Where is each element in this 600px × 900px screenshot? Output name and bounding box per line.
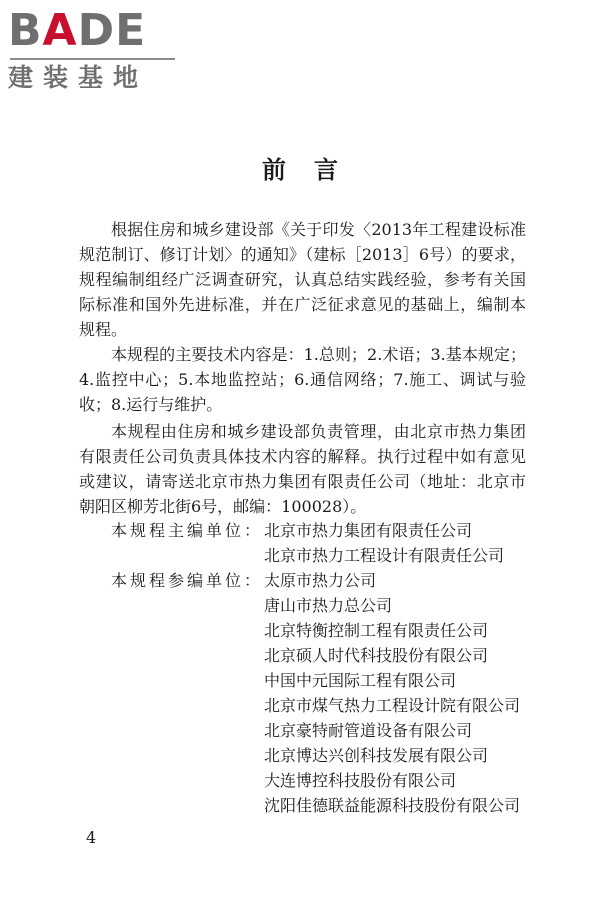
- page-title: 前言: [262, 155, 366, 184]
- list-item: 唐山市热力总公司: [264, 596, 393, 615]
- chief-units-list: [264, 518, 539, 568]
- logo-letters-prefix: B: [8, 5, 43, 56]
- list-item: 太原市热力公司: [264, 571, 377, 590]
- preface-paragraph-1: 根据住房和城乡建设部《关于印发〈2013年工程建设标准规范制订、修订计划〉的通知》（建标［2013］6号）的要求，规程编制组经广泛调查研究，认真总结实践经验，参考有关国际标准和国外先进标准，并在广泛征求意见的基础上，编制本规程。: [79, 220, 526, 339]
- chief-units-row: [79, 518, 539, 568]
- participating-units-list: [264, 568, 539, 818]
- logo-wordmark: [8, 6, 146, 56]
- chief-units-label: 本规程主编单位：: [111, 521, 264, 540]
- preface-paragraph-3: 本规程由住房和城乡建设部负责管理，由北京市热力集团有限责任公司负责具体技术内容的解释。执行过程中如有意见或建议，请寄送北京市热力集团有限责任公司（地址：北京市朝阳区柳芳北街6号，邮编：100028）。: [79, 422, 526, 516]
- list-item: 沈阳佳德联益能源科技股份有限公司: [264, 796, 521, 815]
- preface-paragraph-2: 本规程的主要技术内容是：1.总则；2.术语；3.基本规定；4.监控中心；5.本地监控站；6.通信网络；7.施工、调试与验收；8.运行与维护。: [79, 345, 526, 414]
- list-item: 北京市热力集团有限责任公司: [264, 521, 473, 540]
- units-section: [79, 518, 539, 818]
- list-item: 北京豪特耐管道设备有限公司: [264, 721, 473, 740]
- list-item: 北京博达兴创科技发展有限公司: [264, 746, 489, 765]
- list-item: 中国中元国际工程有限公司: [264, 671, 457, 690]
- list-item: 大连博控科技股份有限公司: [264, 771, 457, 790]
- logo-letters-suffix: DE: [77, 5, 147, 56]
- participating-units-row: [79, 568, 539, 818]
- logo-letter-accent: A: [42, 5, 78, 56]
- list-item: 北京市煤气热力工程设计院有限公司: [264, 696, 521, 715]
- brand-logo: [8, 6, 183, 96]
- logo-chinese-name: 建装基地: [8, 63, 149, 92]
- logo-divider: [10, 58, 175, 60]
- page-number: 4: [86, 828, 97, 847]
- list-item: 北京特衡控制工程有限责任公司: [264, 621, 489, 640]
- list-item: 北京市热力工程设计有限责任公司: [264, 546, 505, 565]
- participating-units-label: 本规程参编单位：: [111, 571, 264, 590]
- list-item: 北京硕人时代科技股份有限公司: [264, 646, 489, 665]
